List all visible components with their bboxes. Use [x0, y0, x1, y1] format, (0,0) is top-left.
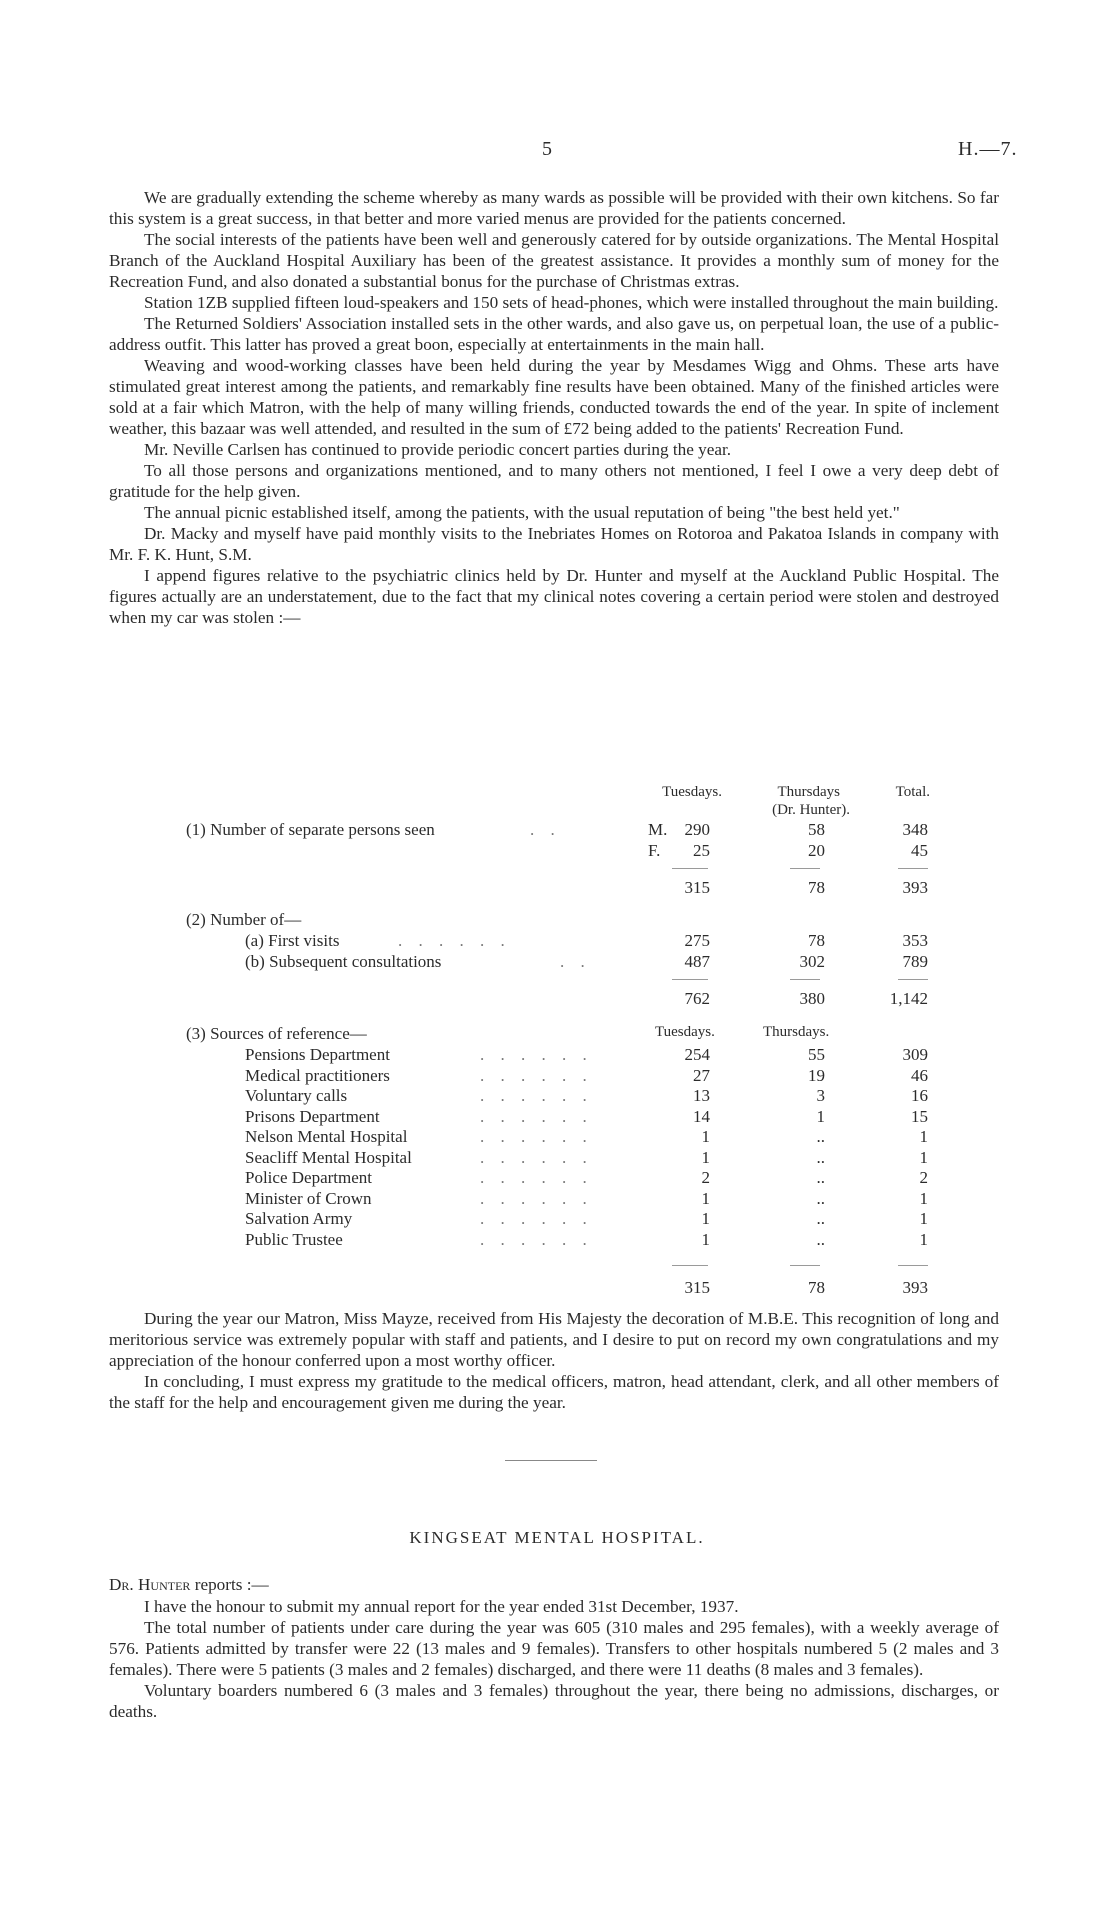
- total-value: 1: [919, 1209, 928, 1228]
- col-header-thursdays: Thursdays.: [763, 1024, 830, 1040]
- table-row: [0, 910, 1114, 931]
- col-header-total: Total.: [895, 784, 930, 800]
- row-label: Seacliff Mental Hospital: [245, 1148, 412, 1167]
- body-text-top: [109, 187, 999, 628]
- leader-dots: . . . . . .: [480, 1209, 593, 1228]
- thursday-value: 55: [808, 1045, 825, 1064]
- paragraph: The total number of patients under care during the year was 605 (310 males and 295 females), with a weekly average of 576. Patients admitted by transfer were 22 (13 males and 9 females). Transfers to other hospitals numbered 5 (2 males and 3 females). There were 5 patients (3 males and 2 females) discharged, and there were 11 deaths (8 males and 3 females).: [109, 1618, 999, 1679]
- section-divider: [505, 1460, 597, 1461]
- col-header-tuesdays: Tuesdays.: [655, 1024, 715, 1040]
- col-header-thursdays: Thursdays: [777, 784, 840, 800]
- tuesday-value: 2: [701, 1168, 710, 1187]
- leader-dots: . . . . . .: [480, 1168, 593, 1187]
- total-value: 15: [911, 1107, 928, 1126]
- tuesday-total: 315: [684, 878, 710, 897]
- row-label: Medical practitioners: [245, 1066, 390, 1085]
- leader-dots: . . . . . .: [480, 1045, 593, 1064]
- table-row: [0, 952, 1114, 973]
- table-total-row: [0, 878, 1114, 899]
- thursday-value: ..: [816, 1230, 825, 1249]
- tuesday-value: 275: [684, 931, 710, 950]
- section-heading: KINGSEAT MENTAL HOSPITAL.: [409, 1528, 705, 1547]
- row-label: Salvation Army: [245, 1209, 353, 1228]
- row-label: Minister of Crown: [245, 1189, 372, 1208]
- tuesday-value: 1: [701, 1148, 710, 1167]
- sum-rule: [898, 1265, 928, 1266]
- paragraph: In concluding, I must express my gratitude to the medical officers, matron, head attendant, clerk, and all other members of the staff for the help and encouragement given me during the year.: [109, 1372, 999, 1412]
- leader-dots: . . . . . .: [480, 1148, 593, 1167]
- tuesday-total: 315: [684, 1278, 710, 1297]
- leader-dots: . . . . . .: [480, 1107, 593, 1126]
- grand-total: 393: [902, 1278, 928, 1297]
- total-value: 348: [902, 820, 928, 839]
- table-total-row: [0, 989, 1114, 1010]
- thursday-value: 20: [808, 841, 825, 860]
- thursday-value: 19: [808, 1066, 825, 1085]
- tuesday-value: 1: [701, 1209, 710, 1228]
- total-value: 1: [919, 1148, 928, 1167]
- total-value: 1: [919, 1230, 928, 1249]
- tuesday-value: 254: [684, 1045, 710, 1064]
- body-text-bottom: [109, 1574, 999, 1722]
- paragraph: Dr. Macky and myself have paid monthly visits to the Inebriates Homes on Rotoroa and Pakatoa Islands in company with Mr. F. K. Hunt, S.M.: [109, 524, 999, 564]
- paragraph: Voluntary boarders numbered 6 (3 males and 3 females) throughout the year, there being no admissions, discharges, or deaths.: [109, 1681, 999, 1721]
- total-value: 309: [902, 1045, 928, 1064]
- leader-dots: . . . . . .: [480, 1066, 593, 1085]
- sum-rule: [672, 1265, 708, 1266]
- row-label: (a) First visits: [245, 931, 340, 950]
- leader-dots: . .: [560, 952, 591, 971]
- thursday-total: 380: [799, 989, 825, 1008]
- table-row: [0, 1024, 1114, 1045]
- paragraph: Station 1ZB supplied fifteen loud-speakers and 150 sets of head-phones, which were installed throughout the main building.: [144, 293, 999, 312]
- total-value: 353: [902, 931, 928, 950]
- leader-dots: . . . . . .: [480, 1086, 593, 1105]
- paragraph: The Returned Soldiers' Association installed sets in the other wards, and also gave us, on perpetual loan, the use of a public-address outfit. This latter has proved a great boon, especially at entertainments in the main hall.: [109, 314, 999, 354]
- paragraph: The annual picnic established itself, among the patients, with the usual reputation of being "the best held yet.": [144, 503, 900, 522]
- paragraph: To all those persons and organizations mentioned, and to many others not mentioned, I feel I owe a very deep debt of gratitude for the help given.: [109, 461, 999, 501]
- leader-dots: . . . . . .: [480, 1189, 593, 1208]
- thursday-total: 78: [808, 878, 825, 897]
- total-value: 1: [919, 1189, 928, 1208]
- tuesday-total: 762: [684, 989, 710, 1008]
- total-value: 45: [911, 841, 928, 860]
- table-row: [0, 1230, 1114, 1251]
- tuesday-value: 25: [693, 841, 710, 860]
- table-row: [0, 820, 1114, 841]
- thursday-value: 3: [816, 1086, 825, 1105]
- sex-label: M.: [648, 820, 668, 839]
- tuesday-value: 14: [693, 1107, 710, 1126]
- total-value: 2: [919, 1168, 928, 1187]
- reporter-line: [109, 1574, 999, 1595]
- table-row: [0, 1209, 1114, 1230]
- thursday-value: 1: [816, 1107, 825, 1126]
- total-value: 789: [902, 952, 928, 971]
- sum-rule: [790, 868, 820, 869]
- table-row: [0, 931, 1114, 952]
- table-row: [0, 1066, 1114, 1087]
- table-total-row: [0, 1278, 1114, 1299]
- sum-rule: [672, 979, 708, 980]
- sum-rule: [790, 1265, 820, 1266]
- body-text-mid: [109, 1308, 999, 1413]
- sum-rule: [672, 868, 708, 869]
- tuesday-value: 13: [693, 1086, 710, 1105]
- sum-rule: [790, 979, 820, 980]
- tuesday-value: 1: [701, 1189, 710, 1208]
- thursday-value: ..: [816, 1189, 825, 1208]
- total-value: 16: [911, 1086, 928, 1105]
- row-label: Nelson Mental Hospital: [245, 1127, 408, 1146]
- grand-total: 1,142: [889, 989, 928, 1008]
- thursday-value: ..: [816, 1127, 825, 1146]
- paragraph: Mr. Neville Carlsen has continued to provide periodic concert parties during the year.: [144, 440, 732, 459]
- section-label: (1) Number of separate persons seen: [186, 820, 435, 839]
- tuesday-value: 290: [684, 820, 710, 839]
- leader-dots: . . . . . .: [398, 931, 511, 950]
- table-row: [0, 841, 1114, 862]
- page-number: 5: [542, 138, 552, 160]
- paragraph: I append figures relative to the psychiatric clinics held by Dr. Hunter and myself at the Auckland Public Hospital. The figures actually are an understatement, due to the fact that my clinical notes covering a certain period were stolen and destroyed when my car was stolen :—: [109, 566, 999, 627]
- table-row: [0, 1086, 1114, 1107]
- thursday-total: 78: [808, 1278, 825, 1297]
- reporter-name: Dr. Hunter: [109, 1575, 191, 1594]
- tuesday-value: 487: [684, 952, 710, 971]
- table-row: [0, 1168, 1114, 1189]
- tuesday-value: 1: [701, 1127, 710, 1146]
- thursday-value: ..: [816, 1168, 825, 1187]
- leader-dots: . . . . . .: [480, 1230, 593, 1249]
- table-row: [0, 1107, 1114, 1128]
- table-row: [0, 1189, 1114, 1210]
- paragraph: I have the honour to submit my annual report for the year ended 31st December, 1937.: [144, 1597, 739, 1616]
- thursday-value: 78: [808, 931, 825, 950]
- paragraph: Weaving and wood-working classes have been held during the year by Mesdames Wigg and Ohms. These arts have stimulated great interest among the patients, and remarkably fine results have been obtained. Many of the finished articles were sold at a fair which Matron, with the help of many willing friends, conducted towards the end of the year. In spite of inclement weather, this bazaar was well attended, and resulted in the sum of £72 being added to the patients' Recreation Fund.: [109, 356, 999, 438]
- document-reference: H.—7.: [958, 138, 1018, 160]
- paragraph: We are gradually extending the scheme whereby as many wards as possible will be provided with their own kitchens. So far this system is a great success, in that better and more varied menus are provided for the patients concerned.: [109, 188, 999, 228]
- sum-rule: [898, 868, 928, 869]
- leader-dots: . .: [530, 820, 561, 839]
- row-label: Voluntary calls: [245, 1086, 348, 1105]
- col-header-tuesdays: Tuesdays.: [662, 784, 722, 800]
- total-value: 46: [911, 1066, 928, 1085]
- row-label: Police Department: [245, 1168, 372, 1187]
- paragraph: The social interests of the patients have been well and generously catered for by outside organizations. The Mental Hospital Branch of the Auckland Hospital Auxiliary has been of the greatest assistance. It provides a monthly sum of money for the Recreation Fund, and also donated a substantial bonus for the purchase of Christmas extras.: [109, 230, 999, 291]
- sex-label: F.: [648, 841, 661, 860]
- col-header-thursdays-note: (Dr. Hunter).: [772, 802, 850, 818]
- row-label: (b) Subsequent consultations: [245, 952, 442, 971]
- row-label: Pensions Department: [245, 1045, 390, 1064]
- leader-dots: . . . . . .: [480, 1127, 593, 1146]
- thursday-value: 58: [808, 820, 825, 839]
- sum-rule: [898, 979, 928, 980]
- tuesday-value: 27: [693, 1066, 710, 1085]
- thursday-value: 302: [799, 952, 825, 971]
- paragraph: During the year our Matron, Miss Mayze, received from His Majesty the decoration of M.B.E. This recognition of long and meritorious service was extremely popular with staff and patients, and I desire to put on record my own congratulations and my appreciation of the honour conferred upon a most worthy officer.: [109, 1309, 999, 1370]
- section-label: (2) Number of—: [186, 910, 302, 929]
- thursday-value: ..: [816, 1148, 825, 1167]
- table-row: [0, 1045, 1114, 1066]
- row-label: Public Trustee: [245, 1230, 343, 1249]
- grand-total: 393: [902, 878, 928, 897]
- row-label: Prisons Department: [245, 1107, 380, 1126]
- section-label: (3) Sources of reference—: [186, 1024, 367, 1043]
- total-value: 1: [919, 1127, 928, 1146]
- thursday-value: ..: [816, 1209, 825, 1228]
- tuesday-value: 1: [701, 1230, 710, 1249]
- reporter-suffix: reports :—: [190, 1575, 269, 1594]
- table-row: [0, 1127, 1114, 1148]
- table-row: [0, 1148, 1114, 1169]
